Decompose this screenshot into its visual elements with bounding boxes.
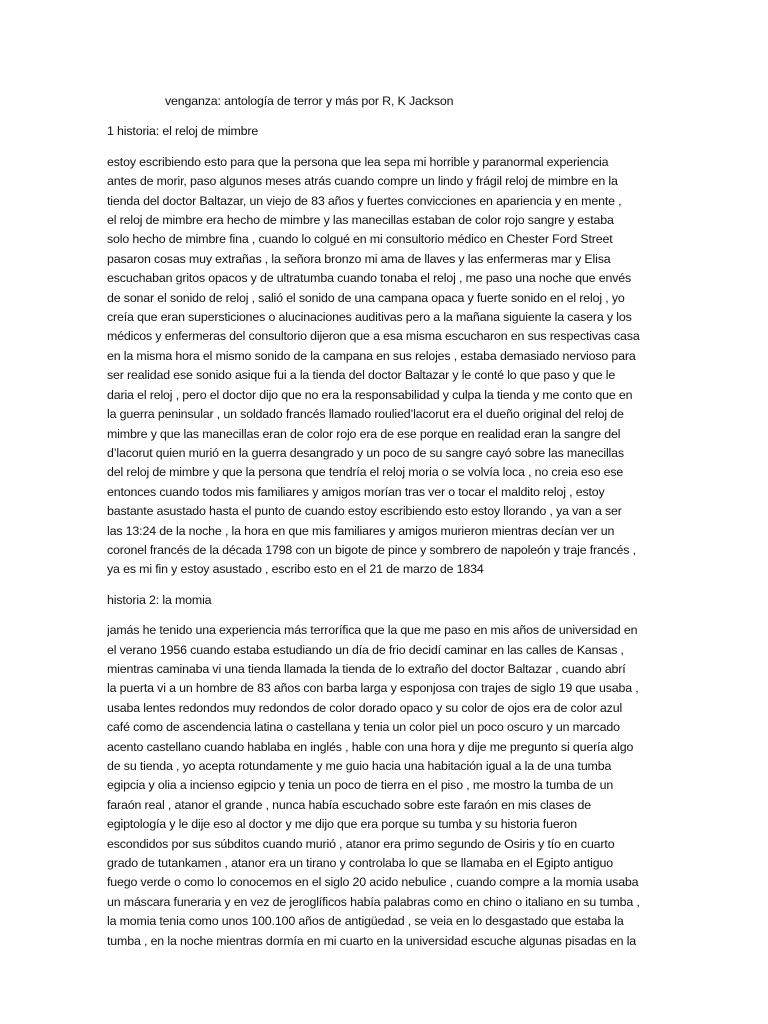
text-line: ya es mi fin y estoy asustado , escribo esto en el 21 de marzo de 1834 bbox=[107, 562, 484, 577]
text-line: la guerra peninsular , un soldado francés llamado roulied’lacorut era el dueño original del reloj de bbox=[107, 407, 624, 422]
text-line: faraón real , atanor el grande , nunca había escuchado sobre este faraón en mis clases de bbox=[107, 797, 591, 812]
text-line: bastante asustado hasta el punto de cuando estoy escribiendo esto estoy llorando , ya van a ser bbox=[107, 504, 622, 519]
text-line: escondidos por sus súbditos cuando murió , atanor era primo segundo de Osiris y tío en cuarto bbox=[107, 836, 615, 851]
text-line: tumba , en la noche mientras dormía en mi cuarto en la universidad escuche algunas pisadas en la bbox=[107, 933, 637, 948]
text-line: la puerta vi a un hombre de 83 años con barba larga y esponjosa con trajes de siglo 19 que usaba , bbox=[107, 681, 639, 696]
text-line: usaba lentes redondos muy redondos de color dorado opaco y su color de ojos era de color azul bbox=[107, 700, 623, 715]
text-line: ser realidad ese sonido asique fui a la tienda del doctor Baltazar y le conté lo que paso y que le bbox=[107, 368, 616, 383]
story2-heading: historia 2: la momia bbox=[107, 592, 212, 607]
text-line: del reloj de mimbre y que la persona que tendría el reloj moria o se volvía loca , no creia eso ese bbox=[107, 465, 624, 480]
text-line: estoy escribiendo esto para que la persona que lea sepa mi horrible y paranormal experiencia bbox=[107, 154, 609, 169]
text-line: un máscara funeraria y en vez de jeroglíficos había palabras como en chino o italiano en su tumba , bbox=[107, 894, 640, 909]
text-line: egiptología y le dije eso al doctor y me dijo que era porque su tumba y su historia fueron bbox=[107, 817, 578, 832]
text-line: antes de morir, paso algunos meses atrás cuando compre un lindo y frágil reloj de mimbre en la bbox=[107, 174, 618, 189]
document-title: venganza: antología de terror y más por R, K Jackson bbox=[165, 94, 454, 108]
text-line: fuego verde o como lo conocemos en el siglo 20 acido nebulice , cuando compre a la momia usaba bbox=[107, 875, 639, 890]
document-body bbox=[107, 92, 659, 962]
text-line: escuchaban gritos opacos y de ultratumba cuando tonaba el reloj , me paso una noche que envés bbox=[107, 271, 632, 286]
text-line: las 13:24 de la noche , la hora en que mis familiares y amigos murieron mientras decían ver un bbox=[107, 523, 615, 538]
text-line: en la misma hora el mismo sonido de la campana en sus relojes , estaba demasiado nervioso para bbox=[107, 348, 636, 363]
text-line: de sonar el sonido de reloj , salió el sonido de una campana opaca y fuerte sonido en el reloj , yo bbox=[107, 290, 625, 305]
text-line: d’lacorut quien murió en la guerra desangrado y un poco de su sangre cayó sobre las manecillas bbox=[107, 445, 624, 460]
text-line: solo hecho de mimbre fina , cuando lo colgué en mi consultorio médico en Chester Ford Street bbox=[107, 232, 613, 247]
text-line: mientras caminaba vi una tienda llamada la tienda de lo extraño del doctor Baltazar , cuando abrí bbox=[107, 661, 626, 676]
text-line: café como de ascendencia latina o castellana y tenia un color piel un poco oscuro y un marcado bbox=[107, 720, 620, 735]
text-line: la momia tenia como unos 100.100 años de antigüedad , se veia en lo desgastado que estaba la bbox=[107, 914, 624, 929]
text-line: coronel francés de la década 1798 con un bigote de pince y sombrero de napoleón y traje francés , bbox=[107, 542, 636, 557]
story2-paragraph bbox=[107, 621, 659, 951]
text-line: médicos y enfermeras del consultorio dijeron que a esa misma escucharon en sus respectivas casa bbox=[107, 329, 640, 344]
text-line: acento castellano cuando hablaba en inglés , hable con una hora y dije me pregunto si quería algo bbox=[107, 739, 634, 754]
text-line: egipcia y olia a incienso egipcio y tenia un poco de tierra en el piso , me mostro la tumba de un bbox=[107, 778, 614, 793]
text-line: jamás he tenido una experiencia más terrorífica que la que me paso en mis años de universidad en bbox=[107, 623, 638, 638]
text-line: el reloj de mimbre era hecho de mimbre y las manecillas estaban de color rojo sangre y estaba bbox=[107, 213, 614, 228]
text-line: daria el reloj , pero el doctor dijo que no era la responsabilidad y culpa la tienda y me conto que en bbox=[107, 387, 633, 402]
text-line: grado de tutankamen , atanor era un tirano y controlaba lo que se llamaba en el Egipto antiguo bbox=[107, 856, 613, 871]
text-line: tienda del doctor Baltazar, un viejo de 83 años y fuertes convicciones en apariencia y en mente , bbox=[107, 193, 622, 208]
text-line: entonces cuando todos mis familiares y amigos morían tras ver o tocar el maldito reloj , estoy bbox=[107, 484, 605, 499]
text-line: mimbre y que las manecillas eran de color rojo era de ese porque en realidad eran la sangre del bbox=[107, 426, 621, 441]
story1-paragraph bbox=[107, 153, 659, 580]
story1-heading: 1 historia: el reloj de mimbre bbox=[107, 124, 259, 139]
text-line: creía que eran supersticiones o alucinaciones auditivas pero a la mañana siguiente la casera y los bbox=[107, 310, 632, 325]
text-line: de su tienda , yo acepta rotundamente y me guio hacia una habitación igual a la de una tumba bbox=[107, 759, 612, 773]
text-line: pasaron cosas muy extrañas , la señora bronzo mi ama de llaves y las enfermeras mar y Elisa bbox=[107, 251, 611, 266]
text-line: el verano 1956 cuando estaba estudiando un día de frio decidí caminar en las calles de Kansas , bbox=[107, 642, 624, 657]
